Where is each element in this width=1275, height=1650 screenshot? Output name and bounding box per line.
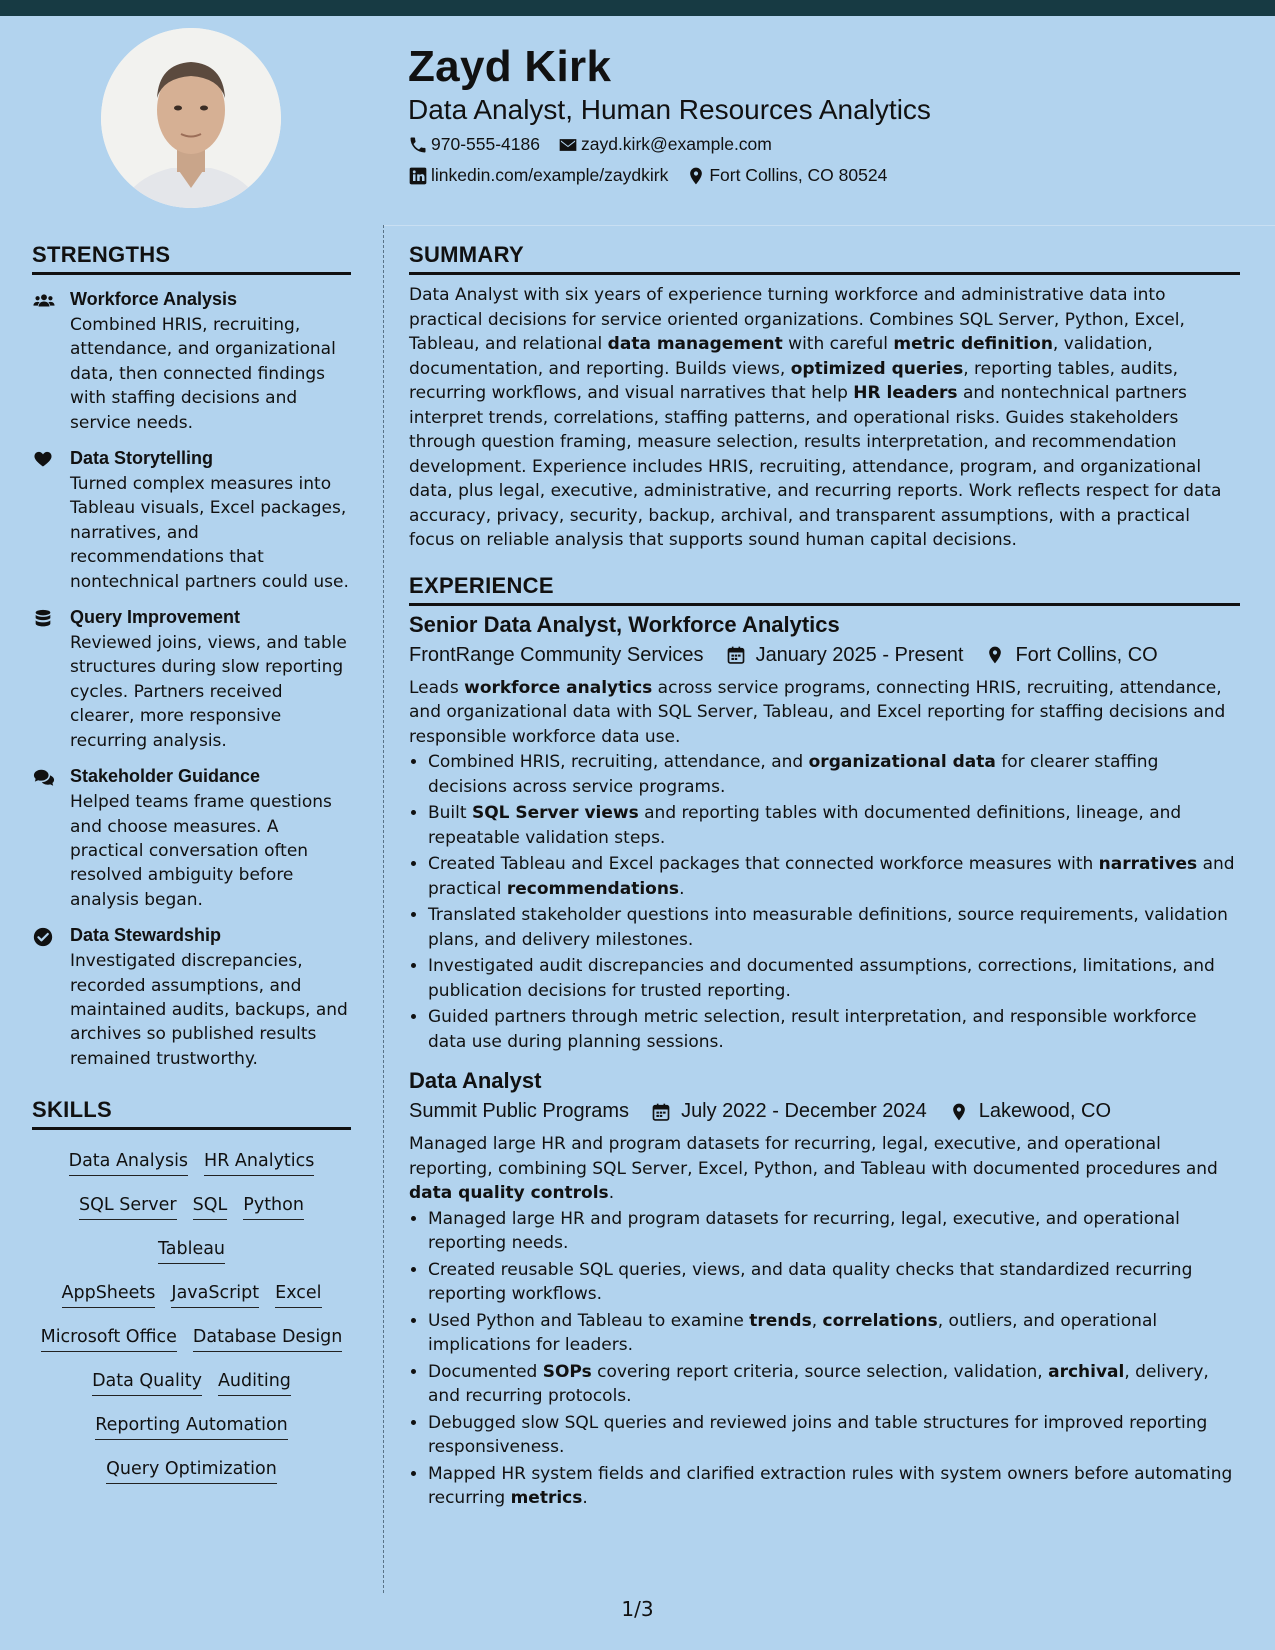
strengths-heading: STRENGTHS [32, 242, 351, 275]
job-bullets [409, 1207, 1240, 1511]
strength-item [32, 925, 351, 1071]
bold-text: narratives [1098, 854, 1198, 874]
text-segment: Built [428, 803, 472, 823]
database-icon [32, 607, 56, 630]
strength-description: Reviewed joins, views, and table structures during slow reporting cycles. Partners received clearer, more responsive recurring analysis. [70, 633, 347, 751]
job-entry [409, 612, 1240, 1055]
text-segment: Combined HRIS, recruiting, attendance, and [428, 752, 809, 772]
job-description [409, 676, 1240, 750]
text-segment: Translated stakeholder questions into measurable definitions, source requirements, validation plans, and delivery milestones. [428, 905, 1228, 950]
right-column [409, 242, 1240, 1513]
email-contact[interactable] [558, 134, 772, 155]
text-segment: Guided partners through metric selection, result interpretation, and responsible workforce data use during planning sessions. [428, 1007, 1197, 1052]
skill-tag: HR Analytics [204, 1140, 314, 1176]
text-segment: and reporting tables with documented definitions, lineage, and repeatable validation steps. [428, 803, 1182, 848]
bold-text: optimized queries [790, 358, 964, 379]
contact-row-2 [408, 165, 905, 186]
bold-text: metrics [510, 1488, 583, 1508]
bold-text: HR leaders [853, 383, 958, 403]
job-bullets [409, 750, 1240, 1054]
job-bullet [428, 954, 1240, 1003]
phone-number: 970-555-4186 [431, 134, 540, 154]
linkedin-contact[interactable] [408, 165, 668, 186]
strength-item [32, 607, 351, 753]
skill-tag: Tableau [158, 1228, 225, 1264]
text-segment: Data Analyst with six years of experience turning workforce and administrative data into practical decisions for service oriented organizations. Combines SQL Server, Python, Excel, Tableau, and relational [409, 285, 1185, 354]
calendar-icon [704, 645, 756, 665]
strength-title: Query Improvement [70, 607, 241, 628]
text-segment: . [608, 1183, 615, 1203]
check-circle-icon [32, 925, 56, 948]
text-segment: Used Python and Tableau to examine [428, 1310, 750, 1331]
text-segment: Leads [409, 677, 465, 698]
job-title: Data Analyst [409, 1068, 542, 1093]
location-text: Fort Collins, CO 80524 [709, 165, 888, 185]
skill-tag: JavaScript [171, 1272, 259, 1308]
job-bullet [428, 1005, 1240, 1054]
text-segment: across service programs, connecting HRIS, recruiting, attendance, and organizational data with SQL Server, Tableau, and Excel reporting for staffing decisions and responsible workforce data use. [409, 677, 1226, 747]
email-address[interactable]: zayd.kirk@example.com [580, 134, 772, 154]
summary-heading: SUMMARY [409, 242, 1240, 275]
job-bullet [428, 1258, 1240, 1307]
bold-text: workforce analytics [464, 677, 653, 698]
bold-text: data quality controls [409, 1183, 609, 1203]
envelope-icon [558, 135, 578, 155]
candidate-title: Data Analyst, Human Resources Analytics [408, 94, 931, 125]
text-segment: covering report criteria, source selection, validation, [591, 1361, 1049, 1382]
text-segment: Managed large HR and program datasets for recurring, legal, executive, and operational reporting, combining SQL Server, Excel, Python, and Tableau with documented procedures and [409, 1134, 1218, 1179]
page-number: 1/3 [621, 1597, 654, 1621]
skill-tag: Reporting Automation [95, 1404, 288, 1440]
skill-tag: Query Optimization [106, 1448, 277, 1484]
job-location: Lakewood, CO [978, 1100, 1112, 1122]
job-bullet [428, 903, 1240, 952]
text-segment: Documented [428, 1361, 543, 1382]
bold-text: recommendations [506, 878, 680, 899]
experience-list [409, 612, 1240, 1511]
job-company: Summit Public Programs [409, 1100, 630, 1122]
strength-title: Data Stewardship [70, 925, 222, 946]
text-segment: . [679, 878, 685, 899]
job-meta [409, 644, 1240, 667]
left-column [32, 242, 351, 1488]
strength-title: Stakeholder Guidance [70, 766, 261, 787]
column-divider [383, 225, 384, 1593]
bold-text: organizational data [808, 752, 996, 772]
linkedin-icon [408, 166, 428, 186]
strength-item [32, 766, 351, 912]
skill-tag: Data Analysis [69, 1140, 188, 1176]
text-segment: , outliers, and operational implications for leaders. [428, 1310, 1158, 1355]
job-bullet [428, 1309, 1240, 1358]
skill-tag: Excel [275, 1272, 321, 1308]
text-segment: Mapped HR system fields and clarified extraction rules with system owners before automating recurring [428, 1463, 1233, 1508]
heart-icon [32, 448, 56, 471]
job-bullet [428, 1360, 1240, 1409]
text-segment: and nontechnical partners interpret trends, correlations, staffing patterns, and operational risks. Guides stakeholders through question framing, measure selection, results interpretation, and recommendation development. Experience includes HRIS, recruiting, attendance, program, and organizational data, plus legal, executive, administrative, and recurring reports. Work reflects respect for data accuracy, privacy, security, backup, archival, and transparent assumptions, with a practical focus on reliable analysis that supports sound human capital decisions. [409, 383, 1222, 550]
bold-text: metric definition [893, 334, 1053, 354]
skill-tag: Python [243, 1184, 304, 1220]
map-pin-icon [963, 645, 1015, 665]
job-bullet [428, 750, 1240, 799]
text-segment: . [582, 1488, 588, 1508]
text-segment: Debugged slow SQL queries and reviewed joins and table structures for improved reporting responsiveness. [428, 1412, 1208, 1457]
skill-tag: SQL Server [79, 1184, 177, 1220]
text-segment: Created reusable SQL queries, views, and data quality checks that standardized recurring reporting workflows. [428, 1259, 1193, 1304]
bold-text: archival [1048, 1361, 1125, 1382]
job-dates: July 2022 - December 2024 [681, 1100, 927, 1122]
phone-icon [408, 135, 428, 155]
calendar-icon [629, 1102, 681, 1122]
location-contact [686, 165, 887, 186]
job-bullet [428, 852, 1240, 901]
bold-text: correlations [822, 1310, 938, 1331]
text-segment: , validation, documentation, and reporting. Builds views, [409, 334, 1153, 379]
job-description [409, 1132, 1240, 1206]
skills-heading: SKILLS [32, 1097, 351, 1130]
comments-icon [32, 766, 56, 789]
job-company: FrontRange Community Services [409, 643, 704, 666]
contact-row-1 [408, 134, 790, 155]
header-divider [384, 225, 1275, 226]
candidate-name: Zayd Kirk [408, 42, 612, 91]
map-pin-icon [686, 166, 706, 186]
experience-heading: EXPERIENCE [409, 573, 1240, 606]
job-bullet [428, 801, 1240, 850]
job-bullet [428, 1411, 1240, 1460]
text-segment: , reporting tables, audits, recurring workflows, and visual narratives that help [409, 358, 1179, 403]
job-dates: January 2025 - Present [755, 643, 964, 666]
skill-tag: Microsoft Office [41, 1316, 177, 1352]
skill-tag: Auditing [218, 1360, 291, 1396]
text-segment: , delivery, and recurring protocols. [428, 1361, 1209, 1406]
text-segment: for clearer staffing decisions across service programs. [428, 752, 1159, 797]
text-segment: Managed large HR and program datasets for recurring, legal, executive, and operational reporting needs. [428, 1208, 1180, 1253]
bold-text: trends [749, 1310, 812, 1331]
strength-description: Investigated discrepancies, recorded assumptions, and maintained audits, backups, and archives so published results remained trustworthy. [70, 951, 348, 1069]
text-segment: Created Tableau and Excel packages that connected workforce measures with [428, 854, 1099, 874]
linkedin-url[interactable]: linkedin.com/example/zaydkirk [431, 165, 669, 185]
bold-text: data management [607, 334, 783, 354]
bold-text: SOPs [542, 1361, 592, 1382]
map-pin-icon [927, 1102, 979, 1122]
skill-tag: Data Quality [92, 1360, 202, 1396]
text-segment: , [811, 1310, 823, 1331]
job-entry [409, 1068, 1240, 1511]
strengths-list [32, 289, 351, 1071]
summary-text [409, 283, 1240, 553]
strength-description: Helped teams frame questions and choose measures. A practical conversation often resolved ambiguity before analysis began. [70, 792, 332, 910]
job-title: Senior Data Analyst, Workforce Analytics [409, 611, 840, 637]
job-bullet [428, 1207, 1240, 1256]
skill-tag: Database Design [193, 1316, 343, 1352]
users-icon [32, 289, 56, 312]
skill-tag: AppSheets [62, 1272, 156, 1308]
job-meta [409, 1100, 1240, 1123]
skill-tag: SQL [193, 1184, 228, 1220]
strength-title: Workforce Analysis [70, 289, 238, 309]
phone-contact [408, 134, 540, 155]
strength-title: Data Storytelling [70, 448, 214, 469]
job-location: Fort Collins, CO [1015, 643, 1158, 666]
text-segment: Investigated audit discrepancies and documented assumptions, corrections, limitations, and publication decisions for trusted reporting. [428, 956, 1215, 1001]
job-bullet [428, 1462, 1240, 1511]
strength-item [32, 289, 351, 435]
text-segment: and practical [428, 854, 1235, 899]
profile-photo [101, 28, 281, 208]
skills-list [32, 1136, 351, 1488]
strength-item [32, 448, 351, 594]
strength-description: Turned complex measures into Tableau visuals, Excel packages, narratives, and recommendations that nontechnical partners could use. [70, 474, 349, 592]
text-segment: with careful [782, 334, 894, 354]
top-accent-bar [0, 0, 1275, 16]
bold-text: SQL Server views [471, 803, 639, 823]
strength-description: Combined HRIS, recruiting, attendance, and organizational data, then connected findings with staffing decisions and service needs. [70, 315, 336, 433]
